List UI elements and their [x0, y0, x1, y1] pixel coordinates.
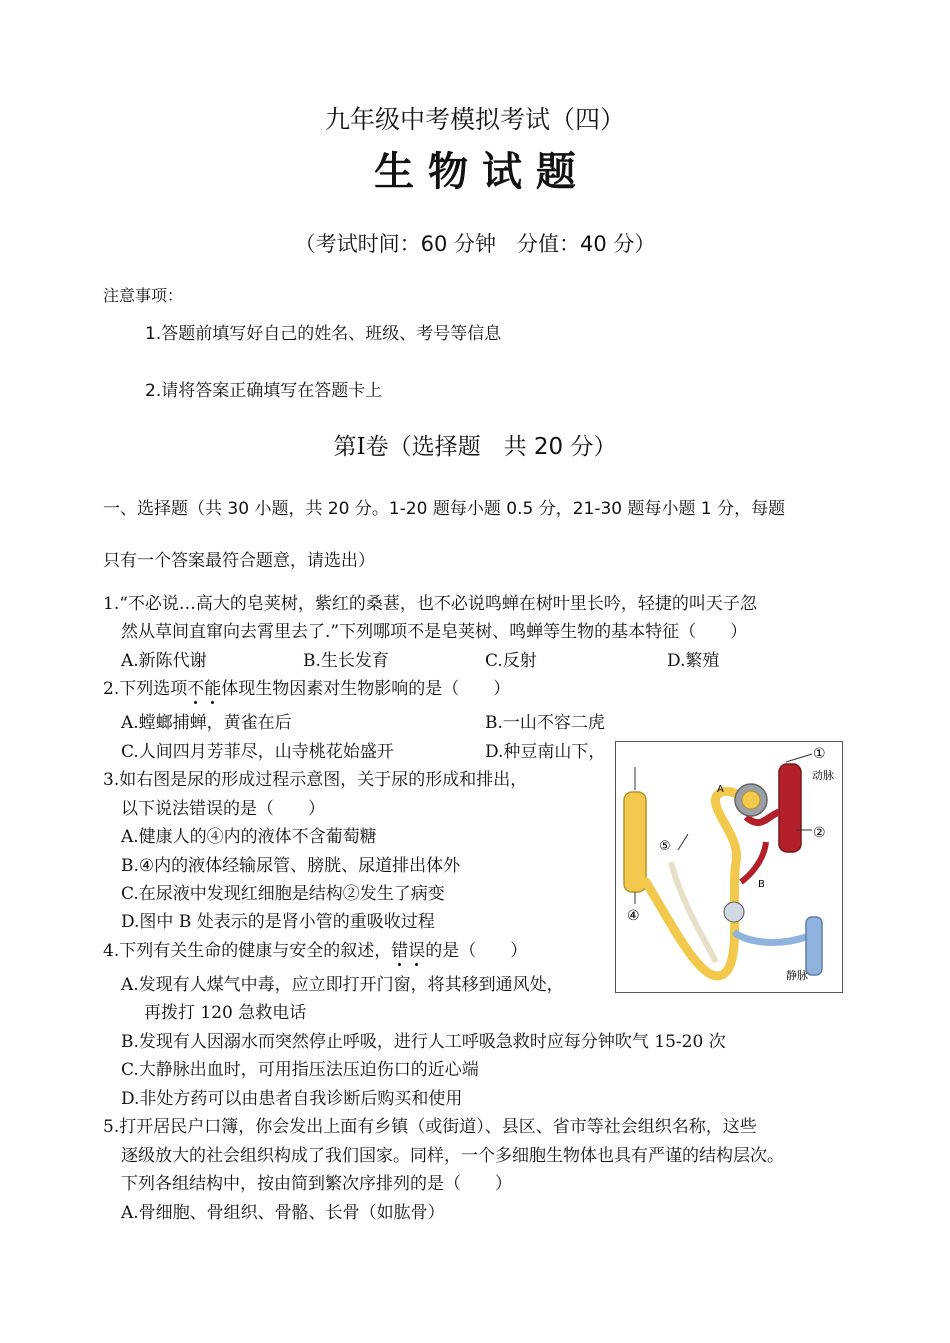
q2-emphasis-char: 不: [187, 679, 205, 699]
figure-label-4: ④: [627, 908, 640, 924]
q2-option: D.种豆南山下，: [485, 742, 606, 762]
note-item: 1.答题前填写好自己的姓名、班级、考号等信息: [145, 324, 502, 344]
figure-label-a: A: [717, 784, 724, 795]
tubule-section: [724, 902, 744, 922]
q4-option: A.发现有人煤气中毒，应立即打开门窗，将其移到通风处，: [121, 975, 564, 995]
q2-stem-post: 体现生物因素对生物影响的是（ ）: [221, 679, 511, 699]
figure-label-artery: 动脉: [812, 769, 834, 782]
subject-title: 生 物 试 题: [374, 149, 576, 195]
q2-emphasis-char: 能: [204, 679, 222, 699]
q2-stem: [103, 675, 510, 703]
q3-option: C.在尿液中发现红细胞是结构②发生了病变: [121, 884, 445, 904]
q4-stem-pre: 4.下列有关生命的健康与安全的叙述，: [103, 941, 392, 961]
part-title: [0, 428, 950, 461]
urine-formation-diagram: [616, 742, 842, 992]
exam-info: （考试时间：60 分钟 分值：40 分）: [294, 232, 656, 256]
q1-option: A.新陈代谢: [121, 651, 207, 671]
q4-option: D.非处方药可以由患者自我诊断后购买和使用: [121, 1089, 463, 1109]
q3-stem-line: 以下说法错误的是（ ）: [121, 799, 325, 819]
q3-stem-line: 3.如右图是尿的形成过程示意图，关于尿的形成和排出，: [103, 770, 528, 790]
renal-tubule: [646, 791, 741, 976]
q4-stem-post: 的是（ ）: [425, 941, 528, 961]
urine-formation-figure: [615, 741, 843, 993]
part-title-prefix: 第Ⅰ卷: [333, 434, 389, 460]
vein-vessel: [806, 917, 822, 975]
q4-option: B.发现有人因溺水而突然停止呼吸，进行人工呼吸急救时应每分钟吹气 15-20 次: [121, 1032, 726, 1052]
q4-emphasis-char: 误: [408, 941, 426, 961]
part-title-suffix: （选择题 共 20 分）: [388, 434, 617, 460]
q4-stem: [103, 937, 527, 965]
q4-option: 再拨打 120 急救电话: [144, 1003, 307, 1023]
q4-option: C.大静脉出血时，可用指压法压迫伤口的近心端: [121, 1060, 479, 1080]
glomerulus: [742, 791, 760, 809]
artery-vessel: [779, 764, 801, 852]
collecting-duct: [624, 792, 646, 892]
q2-option: A.螳螂捕蝉，黄雀在后: [121, 713, 292, 733]
figure-label-5: ⑤: [659, 839, 671, 854]
notes-heading: 注意事项：: [103, 286, 184, 305]
section-heading-line: 一、选择题（共 30 小题，共 20 分。1-20 题每小题 0.5 分，21-30 题每小题 1 分，每题: [103, 499, 786, 519]
q1-stem-line: 1.“不必说…高大的皂荚树，紫红的桑葚，也不必说鸣蝉在树叶里长吟，轻捷的叫天子忽: [103, 594, 757, 614]
q3-option: D.图中 B 处表示的是肾小管的重吸收过程: [121, 912, 435, 932]
q1-option: D.繁殖: [667, 651, 720, 671]
note-item: 2.请将答案正确填写在答题卡上: [145, 381, 383, 401]
q3-option: A.健康人的④内的液体不含葡萄糖: [121, 827, 377, 847]
figure-label-b: B: [758, 879, 765, 890]
figure-label-vein: 静脉: [786, 969, 808, 982]
q5-option: A.骨细胞、骨组织、骨骼、长骨（如肱骨）: [121, 1203, 445, 1223]
q4-emphasis-char: 错: [391, 941, 409, 961]
q3-option: B.④内的液体经输尿管、膀胱、尿道排出体外: [121, 856, 461, 876]
q1-option: B.生长发育: [303, 651, 389, 671]
figure-label-1: ①: [813, 746, 826, 762]
q1-stem-line: 然从草间直窜向去霄里去了.”下列哪项不是皂荚树、鸣蝉等生物的基本特征（ ）: [121, 622, 748, 642]
exam-title: 九年级中考模拟考试（四）: [324, 105, 625, 134]
q5-stem-line: 下列各组结构中，按由简到繁次序排列的是（ ）: [121, 1174, 512, 1194]
q2-stem-pre: 2.下列选项: [103, 679, 188, 699]
capillary-network: [671, 862, 716, 962]
q1-option: C.反射: [485, 651, 537, 671]
section-heading-line: 只有一个答案最符合题意，请选出）: [103, 551, 375, 571]
q5-stem-line: 5.打开居民户口簿，你会发出上面有乡镇（或街道）、县区、省市等社会组织名称，这些: [103, 1117, 757, 1137]
q2-option: C.人间四月芳菲尽，山寺桃花始盛开: [121, 742, 394, 762]
q2-option: B.一山不容二虎: [485, 713, 605, 733]
figure-label-2: ②: [813, 825, 826, 841]
q5-stem-line: 逐级放大的社会组织构成了我们国家。同样，一个多细胞生物体也具有严谨的结构层次。: [121, 1146, 784, 1166]
